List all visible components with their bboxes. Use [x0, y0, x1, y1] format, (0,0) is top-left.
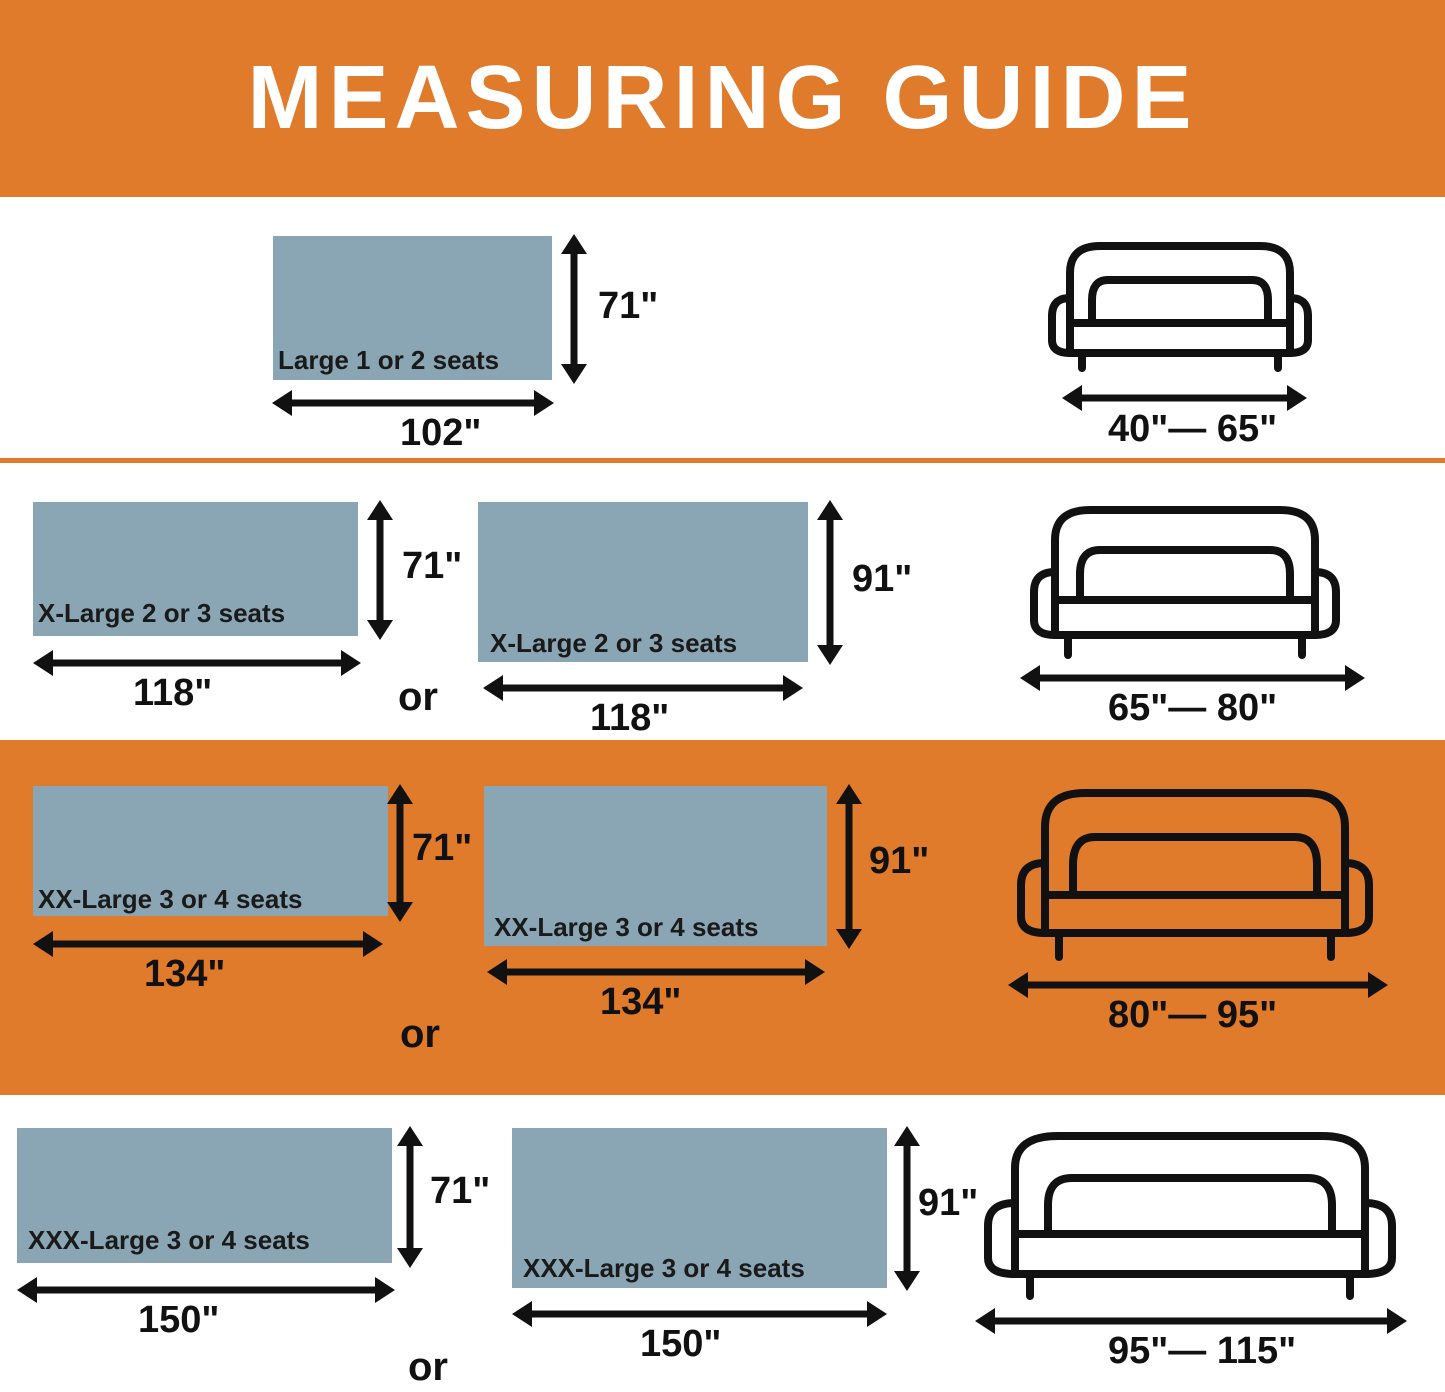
height-arrow-large-1 [556, 234, 592, 384]
width-value-xlarge-2: 118" [590, 697, 670, 739]
sofa-icon-xxlarge [995, 775, 1395, 970]
sofa-icon-xlarge [1010, 492, 1360, 667]
swatch-xxxlarge-2-label: XXX-Large 3 or 4 seats [523, 1253, 805, 1283]
height-value-xxlarge-2: 91" [869, 840, 930, 882]
height-value-xlarge-1: 71" [402, 545, 463, 587]
page-title: MEASURING GUIDE [247, 48, 1198, 148]
or-label-xxlarge: or [400, 1012, 440, 1056]
or-label-xxxlarge: or [408, 1345, 448, 1389]
height-value-large-1: 71" [598, 285, 659, 327]
height-arrow-xxxlarge-1 [392, 1126, 428, 1268]
height-value-xxxlarge-2: 91" [918, 1182, 979, 1224]
sofa-range-xxlarge: 80"— 95" [1108, 994, 1278, 1036]
swatch-xxxlarge-1-label: XXX-Large 3 or 4 seats [28, 1225, 310, 1255]
sofa-icon-large [1030, 228, 1330, 378]
sofa-range-xxxlarge: 95"— 115" [1108, 1330, 1297, 1372]
width-value-xxlarge-2: 134" [600, 981, 682, 1023]
width-value-large-1: 102" [400, 412, 482, 454]
height-arrow-xlarge-1 [362, 500, 398, 640]
width-value-xxlarge-1: 134" [144, 953, 226, 995]
width-value-xxxlarge-2: 150" [640, 1323, 722, 1365]
or-label-xlarge: or [398, 675, 438, 719]
height-value-xlarge-2: 91" [852, 558, 913, 600]
height-value-xxlarge-1: 71" [412, 827, 473, 869]
width-value-xxxlarge-1: 150" [138, 1299, 220, 1341]
sofa-icon-xxxlarge [960, 1118, 1420, 1308]
swatch-xxlarge-1-label: XX-Large 3 or 4 seats [38, 884, 303, 914]
sofa-range-large: 40"— 65" [1108, 408, 1278, 450]
height-arrow-xlarge-2 [812, 500, 848, 665]
height-arrow-xxlarge-2 [831, 784, 867, 949]
swatch-large-1-label: Large 1 or 2 seats [278, 345, 500, 375]
height-value-xxxlarge-1: 71" [430, 1170, 491, 1212]
page-header [0, 0, 1445, 197]
swatch-xlarge-2-label: X-Large 2 or 3 seats [490, 628, 738, 658]
width-value-xlarge-1: 118" [133, 672, 213, 714]
swatch-xxlarge-2-label: XX-Large 3 or 4 seats [494, 912, 759, 942]
swatch-xlarge-1-label: X-Large 2 or 3 seats [38, 598, 286, 628]
sofa-range-xlarge: 65"— 80" [1108, 687, 1278, 729]
